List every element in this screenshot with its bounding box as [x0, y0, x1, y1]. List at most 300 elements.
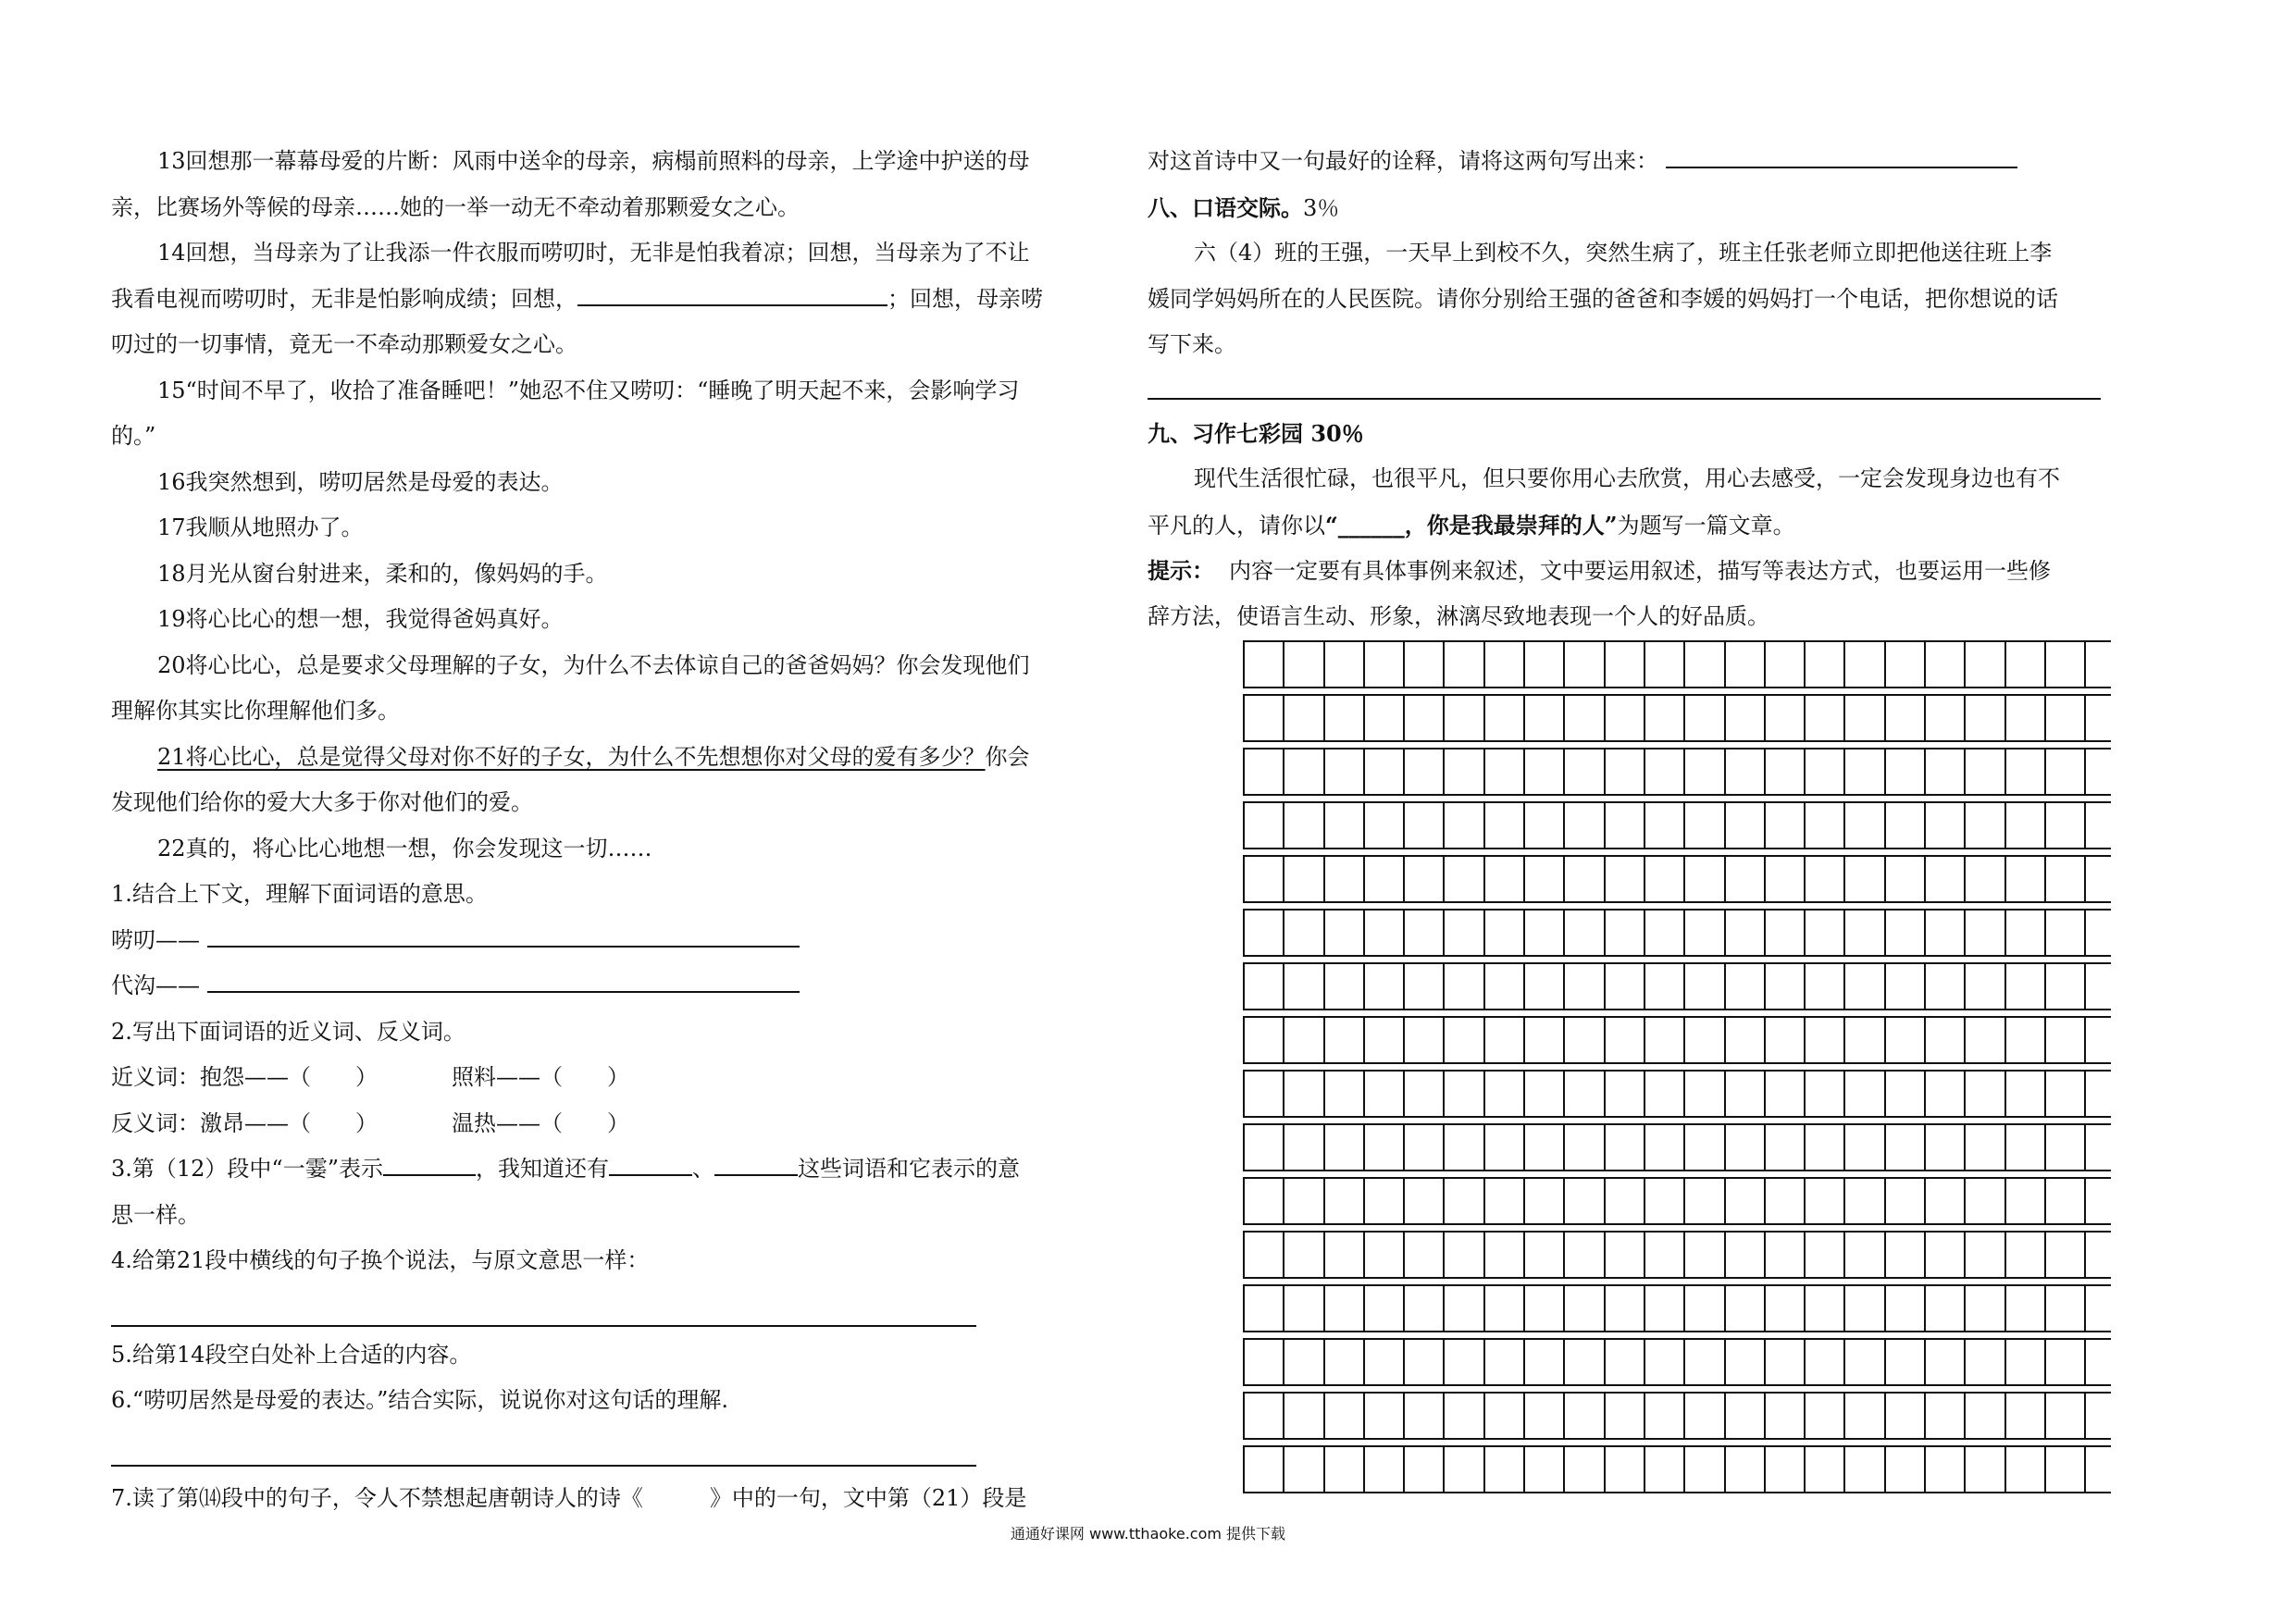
grid-cell[interactable]: [2046, 1018, 2086, 1062]
grid-cell[interactable]: [1245, 1125, 1285, 1170]
grid-cell[interactable]: [1726, 911, 1766, 955]
grid-cell[interactable]: [1325, 1179, 1365, 1223]
grid-cell[interactable]: [1806, 1340, 1845, 1384]
grid-cell[interactable]: [1485, 1340, 1525, 1384]
grid-row[interactable]: [1243, 1338, 2111, 1386]
grid-cell[interactable]: [1445, 642, 1484, 687]
grid-cell[interactable]: [1525, 1340, 1565, 1384]
grid-cell[interactable]: [1565, 1018, 1605, 1062]
grid-cell[interactable]: [1485, 1179, 1525, 1223]
grid-cell[interactable]: [1685, 803, 1725, 848]
grid-cell[interactable]: [1405, 1286, 1445, 1331]
answer-line[interactable]: [111, 1284, 976, 1327]
grid-cell[interactable]: [1325, 964, 1365, 1009]
grid-cell[interactable]: [2006, 1072, 2046, 1116]
grid-row[interactable]: [1243, 1123, 2111, 1171]
grid-cell[interactable]: [1645, 1394, 1685, 1438]
grid-cell[interactable]: [1966, 857, 2005, 901]
grid-cell[interactable]: [1966, 1018, 2005, 1062]
grid-cell[interactable]: [1405, 1179, 1445, 1223]
grid-cell[interactable]: [1886, 1125, 1926, 1170]
grid-cell[interactable]: [1926, 696, 1966, 740]
grid-cell[interactable]: [1525, 803, 1565, 848]
grid-cell[interactable]: [1685, 642, 1725, 687]
grid-cell[interactable]: [1766, 1394, 1806, 1438]
grid-cell[interactable]: [1525, 1125, 1565, 1170]
grid-cell[interactable]: [1565, 642, 1605, 687]
grid-cell[interactable]: [1285, 1447, 1324, 1492]
grid-cell[interactable]: [1645, 1018, 1685, 1062]
grid-cell[interactable]: [1285, 750, 1324, 794]
grid-cell[interactable]: [1966, 1286, 2005, 1331]
grid-cell[interactable]: [2046, 1286, 2086, 1331]
grid-cell[interactable]: [1485, 1233, 1525, 1277]
grid-cell[interactable]: [1966, 1447, 2005, 1492]
grid-cell[interactable]: [1325, 911, 1365, 955]
grid-cell[interactable]: [1606, 803, 1645, 848]
grid-cell[interactable]: [2046, 696, 2086, 740]
grid-cell[interactable]: [1445, 1233, 1484, 1277]
answer-line[interactable]: [1148, 368, 2101, 400]
grid-cell[interactable]: [1845, 857, 1885, 901]
grid-cell[interactable]: [1685, 911, 1725, 955]
grid-cell[interactable]: [1325, 1018, 1365, 1062]
grid-cell[interactable]: [1926, 1179, 1966, 1223]
grid-cell[interactable]: [1726, 1340, 1766, 1384]
grid-cell[interactable]: [1525, 1286, 1565, 1331]
grid-cell[interactable]: [1886, 857, 1926, 901]
grid-cell[interactable]: [1806, 1072, 1845, 1116]
grid-cell[interactable]: [1525, 911, 1565, 955]
grid-cell[interactable]: [1285, 857, 1324, 901]
grid-cell[interactable]: [1726, 803, 1766, 848]
grid-cell[interactable]: [1245, 1394, 1285, 1438]
grid-cell[interactable]: [1245, 857, 1285, 901]
answer-line[interactable]: [207, 923, 800, 948]
grid-cell[interactable]: [1245, 1447, 1285, 1492]
grid-cell[interactable]: [1886, 642, 1926, 687]
grid-cell[interactable]: [1525, 964, 1565, 1009]
grid-cell[interactable]: [1285, 1286, 1324, 1331]
grid-cell[interactable]: [2006, 642, 2046, 687]
grid-cell[interactable]: [1485, 696, 1525, 740]
grid-cell[interactable]: [2006, 1233, 2046, 1277]
grid-cell[interactable]: [1606, 1125, 1645, 1170]
grid-cell[interactable]: [1245, 642, 1285, 687]
grid-cell[interactable]: [1926, 911, 1966, 955]
grid-cell[interactable]: [1966, 1179, 2005, 1223]
grid-cell[interactable]: [1485, 1394, 1525, 1438]
grid-cell[interactable]: [1445, 1340, 1484, 1384]
grid-cell[interactable]: [1645, 1286, 1685, 1331]
grid-row[interactable]: [1243, 1284, 2111, 1332]
grid-cell[interactable]: [1245, 964, 1285, 1009]
grid-cell[interactable]: [1926, 642, 1966, 687]
grid-cell[interactable]: [1365, 1125, 1405, 1170]
grid-cell[interactable]: [1365, 1018, 1405, 1062]
grid-cell[interactable]: [1525, 1018, 1565, 1062]
grid-cell[interactable]: [1845, 1018, 1885, 1062]
grid-cell[interactable]: [1806, 1286, 1845, 1331]
grid-cell[interactable]: [1726, 1233, 1766, 1277]
grid-cell[interactable]: [1405, 1125, 1445, 1170]
grid-cell[interactable]: [2046, 1125, 2086, 1170]
grid-cell[interactable]: [1565, 964, 1605, 1009]
grid-cell[interactable]: [1926, 857, 1966, 901]
grid-cell[interactable]: [1565, 1447, 1605, 1492]
grid-cell[interactable]: [1606, 1072, 1645, 1116]
grid-cell[interactable]: [1886, 1286, 1926, 1331]
grid-cell[interactable]: [1565, 1394, 1605, 1438]
grid-cell[interactable]: [1285, 1394, 1324, 1438]
grid-cell[interactable]: [2046, 1340, 2086, 1384]
grid-cell[interactable]: [1565, 1179, 1605, 1223]
grid-cell[interactable]: [1926, 1233, 1966, 1277]
grid-cell[interactable]: [1445, 964, 1484, 1009]
grid-row[interactable]: [1243, 1445, 2111, 1493]
grid-cell[interactable]: [2006, 750, 2046, 794]
grid-cell[interactable]: [1766, 696, 1806, 740]
grid-cell[interactable]: [1325, 857, 1365, 901]
grid-cell[interactable]: [1685, 1018, 1725, 1062]
grid-cell[interactable]: [1405, 1018, 1445, 1062]
grid-cell[interactable]: [1886, 803, 1926, 848]
grid-cell[interactable]: [1645, 1233, 1685, 1277]
grid-cell[interactable]: [1685, 750, 1725, 794]
grid-cell[interactable]: [1886, 1233, 1926, 1277]
grid-cell[interactable]: [2046, 1072, 2086, 1116]
grid-cell[interactable]: [1445, 1125, 1484, 1170]
grid-cell[interactable]: [1806, 1394, 1845, 1438]
grid-cell[interactable]: [1766, 750, 1806, 794]
grid-cell[interactable]: [1606, 696, 1645, 740]
grid-cell[interactable]: [1645, 911, 1685, 955]
grid-cell[interactable]: [1685, 1125, 1725, 1170]
grid-cell[interactable]: [2046, 1447, 2086, 1492]
grid-cell[interactable]: [1845, 964, 1885, 1009]
grid-cell[interactable]: [2006, 964, 2046, 1009]
grid-cell[interactable]: [2006, 1340, 2046, 1384]
grid-cell[interactable]: [1926, 803, 1966, 848]
grid-cell[interactable]: [1565, 911, 1605, 955]
grid-cell[interactable]: [2006, 696, 2046, 740]
grid-cell[interactable]: [1966, 964, 2005, 1009]
grid-cell[interactable]: [2006, 1447, 2046, 1492]
grid-row[interactable]: [1243, 640, 2111, 688]
grid-cell[interactable]: [2046, 857, 2086, 901]
grid-cell[interactable]: [1726, 1018, 1766, 1062]
grid-cell[interactable]: [1645, 696, 1685, 740]
grid-cell[interactable]: [1485, 1447, 1525, 1492]
grid-cell[interactable]: [2046, 750, 2086, 794]
grid-cell[interactable]: [1285, 1018, 1324, 1062]
answer-line[interactable]: [1666, 144, 2017, 168]
grid-cell[interactable]: [1565, 857, 1605, 901]
grid-cell[interactable]: [1845, 1233, 1885, 1277]
grid-cell[interactable]: [1565, 1340, 1605, 1384]
grid-cell[interactable]: [1685, 964, 1725, 1009]
grid-cell[interactable]: [2006, 1179, 2046, 1223]
grid-cell[interactable]: [1365, 911, 1405, 955]
grid-cell[interactable]: [1806, 1233, 1845, 1277]
grid-cell[interactable]: [1926, 964, 1966, 1009]
grid-cell[interactable]: [1726, 1072, 1766, 1116]
grid-cell[interactable]: [1926, 1125, 1966, 1170]
grid-cell[interactable]: [1966, 1394, 2005, 1438]
grid-cell[interactable]: [1726, 1179, 1766, 1223]
grid-cell[interactable]: [1365, 1286, 1405, 1331]
grid-cell[interactable]: [1806, 750, 1845, 794]
grid-cell[interactable]: [1766, 1018, 1806, 1062]
grid-cell[interactable]: [1485, 642, 1525, 687]
grid-cell[interactable]: [1525, 1394, 1565, 1438]
grid-cell[interactable]: [1766, 964, 1806, 1009]
grid-cell[interactable]: [1806, 803, 1845, 848]
grid-cell[interactable]: [1245, 1018, 1285, 1062]
grid-cell[interactable]: [1245, 911, 1285, 955]
grid-cell[interactable]: [1685, 1072, 1725, 1116]
grid-cell[interactable]: [1606, 750, 1645, 794]
grid-cell[interactable]: [1645, 857, 1685, 901]
grid-cell[interactable]: [1726, 696, 1766, 740]
grid-cell[interactable]: [1926, 1447, 1966, 1492]
grid-cell[interactable]: [1645, 1072, 1685, 1116]
grid-cell[interactable]: [1966, 1340, 2005, 1384]
grid-cell[interactable]: [1485, 750, 1525, 794]
grid-cell[interactable]: [1926, 1394, 1966, 1438]
grid-cell[interactable]: [1806, 1447, 1845, 1492]
grid-cell[interactable]: [1285, 696, 1324, 740]
grid-cell[interactable]: [1766, 857, 1806, 901]
grid-cell[interactable]: [1806, 964, 1845, 1009]
grid-cell[interactable]: [1606, 1394, 1645, 1438]
grid-cell[interactable]: [1525, 857, 1565, 901]
answer-line[interactable]: [111, 1424, 976, 1467]
grid-cell[interactable]: [1405, 750, 1445, 794]
grid-cell[interactable]: [1606, 1340, 1645, 1384]
grid-cell[interactable]: [1845, 1394, 1885, 1438]
grid-cell[interactable]: [1606, 857, 1645, 901]
grid-cell[interactable]: [1445, 1286, 1484, 1331]
grid-cell[interactable]: [1645, 642, 1685, 687]
grid-cell[interactable]: [1365, 1233, 1405, 1277]
grid-cell[interactable]: [1645, 1125, 1685, 1170]
grid-cell[interactable]: [1926, 1286, 1966, 1331]
grid-cell[interactable]: [1966, 750, 2005, 794]
grid-cell[interactable]: [1245, 1233, 1285, 1277]
grid-cell[interactable]: [1285, 642, 1324, 687]
grid-cell[interactable]: [1766, 1125, 1806, 1170]
grid-cell[interactable]: [2006, 857, 2046, 901]
grid-cell[interactable]: [1886, 1340, 1926, 1384]
grid-cell[interactable]: [1886, 750, 1926, 794]
grid-cell[interactable]: [1845, 1286, 1885, 1331]
grid-cell[interactable]: [1726, 750, 1766, 794]
grid-cell[interactable]: [1845, 1179, 1885, 1223]
grid-cell[interactable]: [2006, 1286, 2046, 1331]
grid-cell[interactable]: [2046, 642, 2086, 687]
grid-cell[interactable]: [1365, 857, 1405, 901]
grid-cell[interactable]: [1845, 1125, 1885, 1170]
grid-cell[interactable]: [1485, 1018, 1525, 1062]
grid-cell[interactable]: [1485, 803, 1525, 848]
grid-cell[interactable]: [2046, 1179, 2086, 1223]
grid-cell[interactable]: [1285, 1233, 1324, 1277]
grid-cell[interactable]: [1806, 1125, 1845, 1170]
grid-cell[interactable]: [1485, 1125, 1525, 1170]
grid-cell[interactable]: [1845, 642, 1885, 687]
grid-cell[interactable]: [1405, 1340, 1445, 1384]
grid-cell[interactable]: [1726, 857, 1766, 901]
grid-cell[interactable]: [1766, 911, 1806, 955]
grid-cell[interactable]: [1325, 1125, 1365, 1170]
grid-cell[interactable]: [1325, 696, 1365, 740]
grid-cell[interactable]: [1285, 911, 1324, 955]
grid-cell[interactable]: [2046, 1233, 2086, 1277]
grid-cell[interactable]: [1245, 750, 1285, 794]
grid-cell[interactable]: [1766, 1233, 1806, 1277]
grid-cell[interactable]: [1365, 696, 1405, 740]
grid-cell[interactable]: [1966, 911, 2005, 955]
grid-cell[interactable]: [1845, 911, 1885, 955]
grid-cell[interactable]: [2006, 803, 2046, 848]
grid-cell[interactable]: [1845, 1340, 1885, 1384]
grid-cell[interactable]: [1886, 911, 1926, 955]
grid-row[interactable]: [1243, 962, 2111, 1010]
grid-cell[interactable]: [1565, 803, 1605, 848]
grid-cell[interactable]: [1726, 1125, 1766, 1170]
grid-row[interactable]: [1243, 1070, 2111, 1118]
grid-cell[interactable]: [1645, 1340, 1685, 1384]
grid-cell[interactable]: [1606, 964, 1645, 1009]
grid-row[interactable]: [1243, 855, 2111, 903]
grid-cell[interactable]: [2006, 1394, 2046, 1438]
grid-cell[interactable]: [1245, 696, 1285, 740]
grid-cell[interactable]: [1325, 1447, 1365, 1492]
grid-cell[interactable]: [1525, 696, 1565, 740]
grid-cell[interactable]: [1886, 964, 1926, 1009]
grid-cell[interactable]: [1525, 1233, 1565, 1277]
grid-row[interactable]: [1243, 801, 2111, 849]
grid-cell[interactable]: [1845, 696, 1885, 740]
grid-cell[interactable]: [1606, 1018, 1645, 1062]
grid-cell[interactable]: [1365, 750, 1405, 794]
grid-cell[interactable]: [1806, 642, 1845, 687]
grid-cell[interactable]: [1285, 1072, 1324, 1116]
grid-cell[interactable]: [1405, 911, 1445, 955]
grid-cell[interactable]: [1485, 964, 1525, 1009]
p14-fill-blank[interactable]: [577, 282, 887, 306]
grid-cell[interactable]: [1766, 1072, 1806, 1116]
grid-cell[interactable]: [1525, 750, 1565, 794]
grid-cell[interactable]: [1405, 857, 1445, 901]
grid-cell[interactable]: [1405, 1233, 1445, 1277]
grid-cell[interactable]: [1726, 964, 1766, 1009]
grid-cell[interactable]: [1285, 1340, 1324, 1384]
grid-cell[interactable]: [1365, 642, 1405, 687]
grid-row[interactable]: [1243, 1016, 2111, 1064]
grid-cell[interactable]: [1325, 750, 1365, 794]
grid-cell[interactable]: [1445, 1394, 1484, 1438]
grid-cell[interactable]: [1845, 803, 1885, 848]
grid-cell[interactable]: [1525, 1179, 1565, 1223]
grid-row[interactable]: [1243, 748, 2111, 796]
grid-cell[interactable]: [1565, 1072, 1605, 1116]
grid-cell[interactable]: [1766, 803, 1806, 848]
grid-cell[interactable]: [1285, 964, 1324, 1009]
grid-cell[interactable]: [1966, 1125, 2005, 1170]
grid-cell[interactable]: [1645, 1447, 1685, 1492]
grid-cell[interactable]: [1245, 1286, 1285, 1331]
grid-cell[interactable]: [1726, 642, 1766, 687]
grid-cell[interactable]: [1565, 1233, 1605, 1277]
grid-cell[interactable]: [1485, 911, 1525, 955]
grid-cell[interactable]: [1485, 1286, 1525, 1331]
grid-cell[interactable]: [1886, 1394, 1926, 1438]
grid-cell[interactable]: [1966, 696, 2005, 740]
grid-cell[interactable]: [1845, 1447, 1885, 1492]
grid-cell[interactable]: [1886, 1179, 1926, 1223]
grid-cell[interactable]: [1405, 1072, 1445, 1116]
grid-cell[interactable]: [1806, 857, 1845, 901]
grid-cell[interactable]: [2006, 1018, 2046, 1062]
grid-cell[interactable]: [1926, 1072, 1966, 1116]
grid-cell[interactable]: [1405, 1394, 1445, 1438]
grid-cell[interactable]: [1766, 1447, 1806, 1492]
answer-line[interactable]: [207, 969, 800, 993]
grid-cell[interactable]: [1445, 696, 1484, 740]
grid-cell[interactable]: [1405, 696, 1445, 740]
grid-cell[interactable]: [1806, 1018, 1845, 1062]
grid-cell[interactable]: [1606, 1233, 1645, 1277]
grid-cell[interactable]: [1445, 1072, 1484, 1116]
grid-cell[interactable]: [1645, 803, 1685, 848]
grid-cell[interactable]: [1966, 803, 2005, 848]
grid-cell[interactable]: [1405, 803, 1445, 848]
grid-cell[interactable]: [1966, 642, 2005, 687]
grid-cell[interactable]: [1445, 1179, 1484, 1223]
grid-cell[interactable]: [1285, 1125, 1324, 1170]
grid-cell[interactable]: [1485, 1072, 1525, 1116]
grid-row[interactable]: [1243, 1392, 2111, 1440]
composition-grid[interactable]: [1243, 640, 2296, 1499]
grid-cell[interactable]: [1525, 1072, 1565, 1116]
grid-cell[interactable]: [1886, 1018, 1926, 1062]
grid-row[interactable]: [1243, 909, 2111, 957]
grid-cell[interactable]: [1685, 1340, 1725, 1384]
grid-cell[interactable]: [1325, 803, 1365, 848]
grid-cell[interactable]: [1766, 1286, 1806, 1331]
grid-cell[interactable]: [1445, 750, 1484, 794]
grid-cell[interactable]: [1806, 696, 1845, 740]
answer-blank[interactable]: [714, 1152, 798, 1176]
grid-cell[interactable]: [1886, 1447, 1926, 1492]
grid-cell[interactable]: [1886, 1072, 1926, 1116]
grid-cell[interactable]: [2046, 803, 2086, 848]
grid-cell[interactable]: [1445, 857, 1484, 901]
grid-cell[interactable]: [1565, 1286, 1605, 1331]
grid-cell[interactable]: [1525, 642, 1565, 687]
answer-blank[interactable]: [609, 1152, 692, 1176]
grid-cell[interactable]: [1245, 1072, 1285, 1116]
grid-cell[interactable]: [1485, 857, 1525, 901]
grid-cell[interactable]: [1766, 642, 1806, 687]
grid-cell[interactable]: [1845, 1072, 1885, 1116]
grid-cell[interactable]: [1966, 1072, 2005, 1116]
grid-cell[interactable]: [1926, 1018, 1966, 1062]
grid-cell[interactable]: [1966, 1233, 2005, 1277]
grid-cell[interactable]: [1806, 911, 1845, 955]
